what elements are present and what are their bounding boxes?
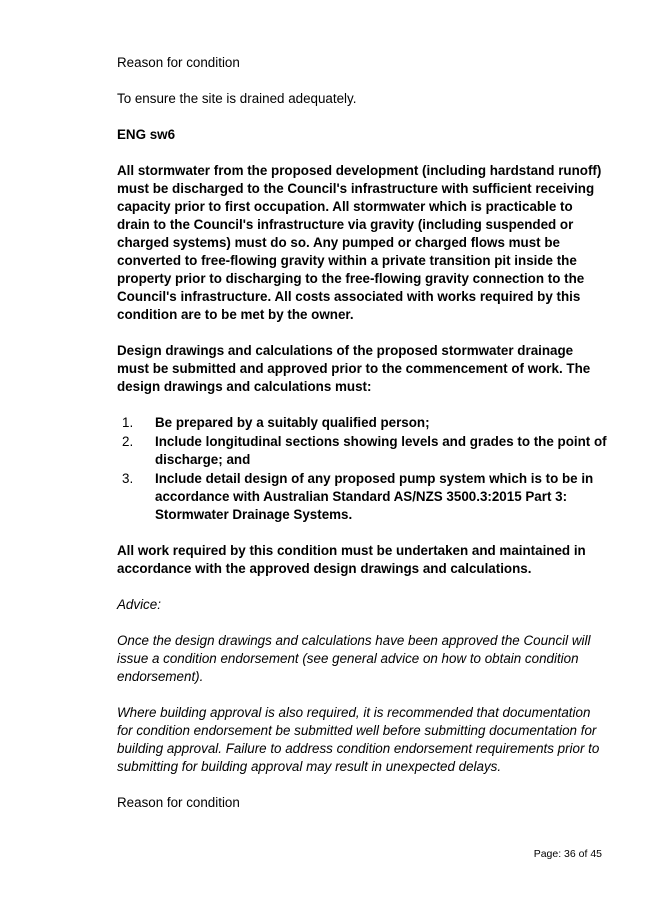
advice-paragraph-building-approval: Where building approval is also required, it is recommended that documentation for condition endorsement be submitted well before submitting documentation for building approval. Failure to address condition endorsement requirements prior to submitting for building approval may result in unexpected delays. — [117, 705, 600, 774]
list-item — [117, 414, 607, 432]
condition-paragraph-design-drawings: Design drawings and calculations of the proposed stormwater drainage must be submitted and approved prior to the commencement of work. The design drawings and calculations must: — [117, 343, 591, 394]
advice-paragraph-endorsement: Once the design drawings and calculations have been approved the Council will issue a condition endorsement (see general advice on how to obtain condition endorsement). — [117, 633, 591, 684]
advice-label: Advice: — [117, 597, 161, 612]
list-number: 3. — [122, 471, 134, 486]
condition-paragraph-works: All work required by this condition must be undertaken and maintained in accordance with the approved design drawings and calculations. — [117, 543, 586, 576]
reason-for-condition-label: Reason for condition — [117, 55, 240, 70]
list-item-text: Be prepared by a suitably qualified person; — [155, 415, 430, 430]
reason-for-condition-label-bottom: Reason for condition — [117, 795, 240, 810]
list-number: 2. — [122, 434, 134, 449]
page-number: Page: 36 of 45 — [533, 848, 602, 860]
list-item — [117, 470, 607, 524]
document-page — [117, 54, 607, 812]
list-item — [117, 433, 607, 469]
requirements-list — [117, 414, 607, 524]
list-number: 1. — [122, 415, 134, 430]
reason-text: To ensure the site is drained adequately. — [117, 91, 357, 106]
list-item-text: Include detail design of any proposed pump system which is to be in accordance with Australian Standard AS/NZS 3500.3:2015 Part 3: Stormwater Drainage Systems. — [155, 471, 594, 522]
condition-paragraph-stormwater: All stormwater from the proposed development (including hardstand runoff) must be discharged to the Council's infrastructure with sufficient receiving capacity prior to first occupation. All stormwater which is practicable to drain to the Council's infrastructure via gravity (including suspended or charged systems) must do so. Any pumped or charged flows must be converted to free-flowing gravity within a private transition pit inside the property prior to discharging to the free-flowing gravity connection to the Council's infrastructure. All costs associated with works required by this condition are to be met by the owner. — [117, 163, 602, 322]
condition-heading: ENG sw6 — [117, 127, 176, 142]
list-item-text: Include longitudinal sections showing levels and grades to the point of discharge; and — [155, 434, 607, 467]
